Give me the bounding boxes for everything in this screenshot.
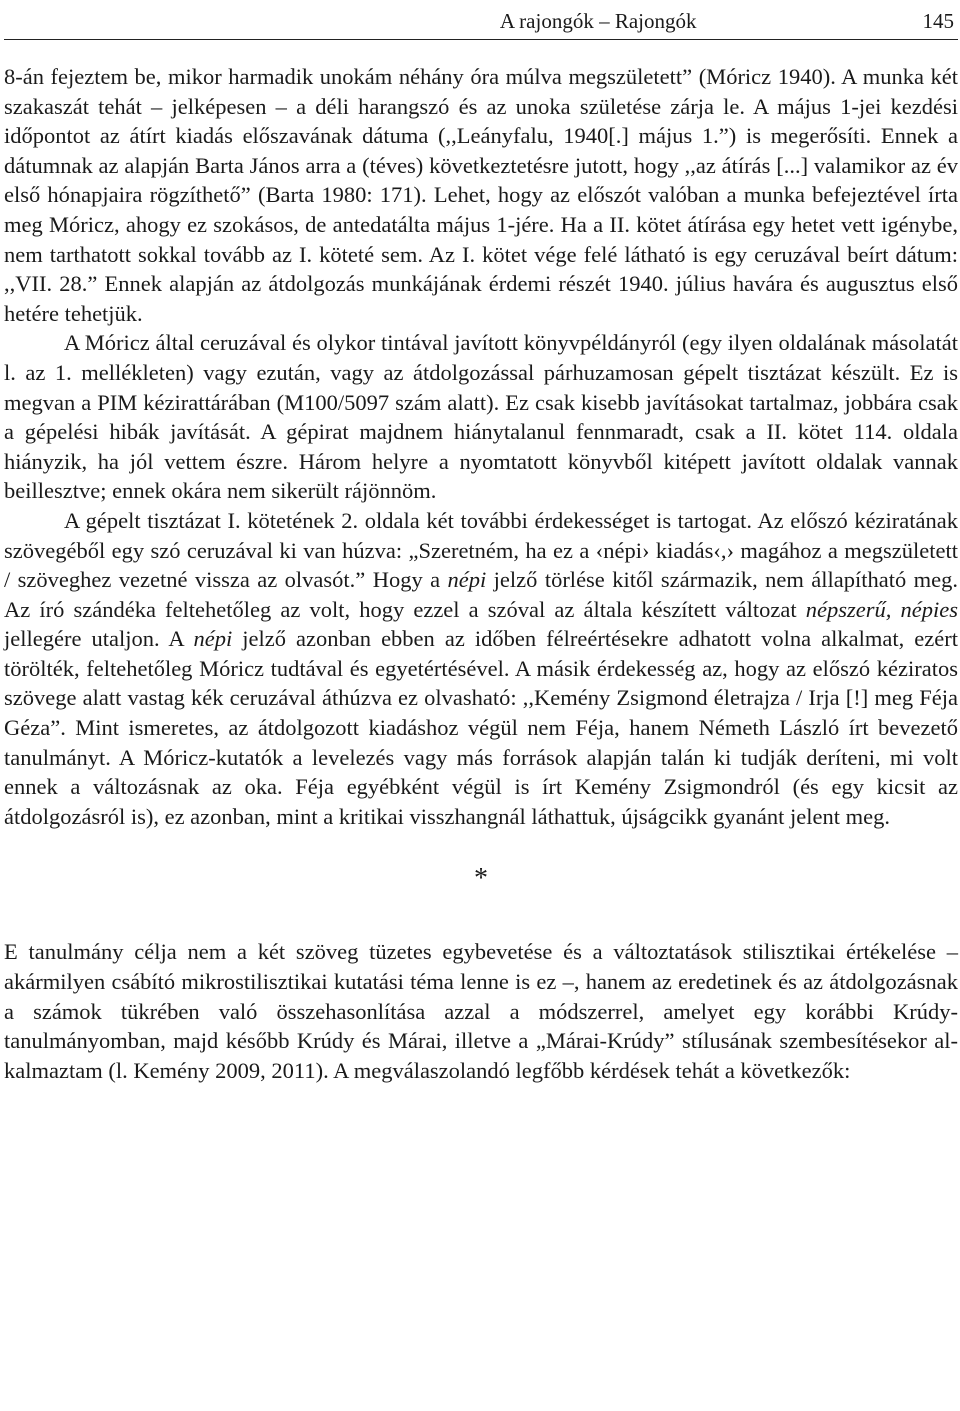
final-paragraph: E tanulmány célja nem a két szöveg tüzetes egybevetése és a változtatások stilisztikai értékelése – akármilyen csábító mikrostilisztikai kutatási téma lenne is ez –, hanem az eredetinek és az átdolgozásnak a számok tükrében való összehasonlítása azzal a módszerrel, amelyet egy korábbi Krúdy-tanulmányomban, majd később Krúdy és Márai, illetve a „Márai-Krúdy” stílusának szembesítésekor alkalmaztam (l. Kemény 2009, 2011). A megválaszolandó legfőbb kérdések tehát a következők:: [4, 939, 958, 1083]
text-run: jelző törlése kitől származik, nem állapítható meg. Az író szándéka feltehetőleg az volt, hogy ezzel a szóval az általa készített változat: [4, 567, 959, 622]
italic-run: népi: [447, 567, 487, 593]
running-header-title: A rajongók – Rajongók: [499, 9, 697, 33]
page-number: 145: [922, 9, 954, 33]
text-run: 8-án fejeztem be, mikor harmadik unokám néhány óra múlva megszületett” (Móricz 1940). A munka két szakaszát tehát – jelképesen – a déli harangszó és az unoka születése zárja le. A május 1-jei kezdési időpontot az átírt kiadás előszavának dátuma (,,Leányfalu, 1940[.] május 1.”) is megerősíti. Ennek a dátumnak az alapján Barta János arra a (téves) következtetésre jutott, hogy ,,az átírás [...] valamikor az év első hónapjaira rögzíthető” (Barta 1980: 171). Lehet, hogy az előszót valóban a munka befejeztével írta meg Móricz, ahogy ez szokásos, de antedatálta május 1-jére. Ha a II. kötet átírása egy hetet vett igénybe, nem tarthatott sokkal tovább az I. köteté sem. Az I. kötet vége felé látható is egy ceruzával beírt dátum: ,,VII. 28.” Ennek alapján az átdolgozás munkájának érdemi részét 1940. július havára és augusztus első hetére tehetjük.: [4, 64, 958, 326]
running-header: [4, 0, 958, 40]
text-run: A Móricz által ceruzával és olykor tintával javított könyvpéldányról (egy ilyen oldalának másolatát l. az 1. mellékleten) vagy ezután, vagy az átdolgozással párhuzamosan gépelt tisztázat készült. Ez is megvan a PIM kézirattárában (M100/5097 szám alatt). Ez csak kisebb javításokat tartalmaz, jobbára csak a gépelési hibák javítását. A gépirat majdnem hiánytalanul fennmaradt, csak a II. kötet 114. oldala hiányzik, ha jól vettem észre. Három helyre a nyomtatott könyvből kitépett javított oldalak vannak beillesztve; ennek okára nem sikerült rájönnöm.: [4, 330, 958, 504]
italic-run: népszerű, népies: [805, 596, 958, 622]
paragraph: [4, 506, 958, 832]
text-run: jellegére utaljon. A: [4, 626, 194, 652]
text-run: jelző azonban ebben az időben félreértésekre adhatott volna alkalmat, ezért törölték, feltehetőleg Móricz tudtával és egyetértésével. A másik érdekesség az, hogy az előszó kéziratos szövege alatt vastag kék ceruzával áthúzva ez olvasható: ,,Kemény Zsigmond életrajza / Irja [!] meg Féja Géza”. Mint ismeretes, az átdolgozott kiadáshoz végül nem Féja, hanem Németh László írt bevezető tanulmányt. A Móricz-kutatók a levelezés vagy más források alapján talán ki tudják deríteni, mi volt ennek a változásnak az oka. Féja egyébként végül is írt Kemény Zsigmondról (és egy kicsit az átdolgozásról is), ez azonban, mint a kritikai visszhangnál láthattuk, újságcikk gyanánt jelent meg.: [4, 626, 959, 829]
paragraph-group: [4, 62, 958, 831]
body-text: [4, 62, 958, 1085]
paragraph: [4, 328, 958, 506]
italic-run: népi: [193, 626, 233, 652]
text-run: A gépelt tisztázat I. kötetének 2. oldala két további érdekességet is tartogat. Az előszó kéziratának szövegéből egy szó ceruzával ki van húzva: „Szeretném, ha ez a ‹népi› kiadás‹,› magához a megszületett / szöveghez vezetné vissza az olvasót.” Hogy a: [4, 507, 958, 593]
paragraph: [4, 62, 958, 328]
section-separator: *: [474, 863, 488, 895]
